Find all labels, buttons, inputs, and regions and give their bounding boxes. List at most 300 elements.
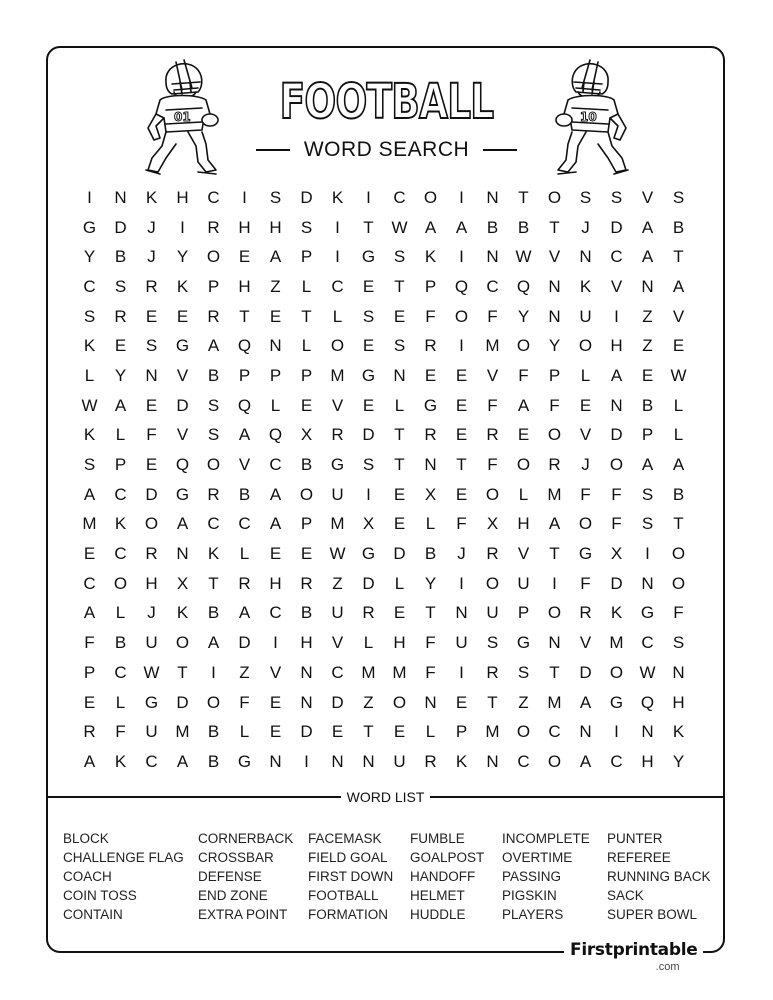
grid-cell: E bbox=[269, 722, 282, 742]
grid-cell: K bbox=[610, 603, 623, 623]
grid-cell: K bbox=[424, 247, 437, 267]
grid-cell: D bbox=[176, 395, 189, 415]
grid-cell: A bbox=[579, 692, 592, 712]
grid-cell: B bbox=[238, 484, 251, 504]
grid-cell: I bbox=[614, 306, 619, 326]
grid-cell: J bbox=[581, 455, 590, 475]
grid-cell: W bbox=[391, 217, 408, 237]
grid-cell: T bbox=[394, 276, 405, 296]
grid-cell: I bbox=[366, 187, 371, 207]
grid-cell: G bbox=[175, 336, 190, 356]
word-list-column bbox=[63, 829, 184, 924]
grid-cell: D bbox=[362, 573, 375, 593]
grid-cell: P bbox=[300, 514, 313, 534]
grid-cell: N bbox=[331, 751, 344, 771]
grid-cell: W bbox=[81, 395, 98, 415]
grid-cell: S bbox=[83, 455, 96, 475]
grid-cell: G bbox=[330, 455, 345, 475]
grid-cell: O bbox=[516, 336, 531, 356]
grid-cell: H bbox=[238, 276, 251, 296]
grid-cell: A bbox=[238, 425, 251, 445]
grid-cell: E bbox=[455, 484, 468, 504]
grid-cell: E bbox=[393, 603, 406, 623]
grid-cell: S bbox=[610, 187, 623, 207]
word-item: CONTAIN bbox=[63, 907, 123, 922]
grid-cell: T bbox=[363, 217, 374, 237]
grid-cell: T bbox=[394, 425, 405, 445]
grid-cell: N bbox=[145, 365, 158, 385]
grid-cell: C bbox=[548, 722, 561, 742]
grid-cell: B bbox=[486, 217, 499, 237]
grid-cell: O bbox=[547, 751, 562, 771]
word-item: INCOMPLETE bbox=[502, 831, 590, 846]
grid-cell: B bbox=[672, 484, 685, 504]
grid-cell: F bbox=[115, 722, 126, 742]
grid-cell: S bbox=[145, 336, 158, 356]
grid-cell: A bbox=[641, 217, 654, 237]
grid-cell: L bbox=[115, 603, 126, 623]
grid-cell: E bbox=[269, 544, 282, 564]
grid-cell: N bbox=[579, 722, 592, 742]
grid-cell: S bbox=[486, 633, 499, 653]
word-item: PASSING bbox=[502, 869, 562, 884]
grid-cell: N bbox=[486, 187, 499, 207]
grid-cell: M bbox=[547, 484, 562, 504]
grid-cell: T bbox=[425, 603, 436, 623]
grid-cell: Y bbox=[548, 336, 561, 356]
grid-cell: R bbox=[424, 425, 437, 445]
grid-cell: E bbox=[176, 306, 189, 326]
grid-cell: T bbox=[549, 544, 560, 564]
grid-cell: E bbox=[362, 395, 375, 415]
grid-cell: T bbox=[673, 247, 684, 267]
grid-cell: E bbox=[393, 514, 406, 534]
grid-cell: C bbox=[207, 187, 220, 207]
grid-cell: A bbox=[269, 484, 282, 504]
word-list-column bbox=[502, 829, 590, 924]
grid-cell: G bbox=[237, 751, 252, 771]
word-item: END ZONE bbox=[198, 888, 268, 903]
grid-cell: T bbox=[208, 573, 219, 593]
grid-cell: M bbox=[330, 514, 345, 534]
grid-cell: X bbox=[300, 425, 313, 445]
grid-cell: C bbox=[269, 603, 282, 623]
grid-cell: V bbox=[176, 365, 189, 385]
grid-cell: T bbox=[177, 662, 188, 682]
grid-cell: P bbox=[424, 276, 437, 296]
grid-cell: M bbox=[175, 722, 190, 742]
grid-cell: W bbox=[143, 662, 160, 682]
grid-cell: V bbox=[331, 395, 344, 415]
grid-cell: T bbox=[301, 306, 312, 326]
grid-cell: H bbox=[393, 633, 406, 653]
grid-cell: I bbox=[459, 573, 464, 593]
grid-cell: L bbox=[301, 336, 312, 356]
grid-cell: E bbox=[83, 544, 96, 564]
divider-right bbox=[430, 796, 725, 798]
grid-cell: N bbox=[610, 395, 623, 415]
grid-cell: O bbox=[423, 187, 438, 207]
grid-cell: T bbox=[549, 217, 560, 237]
grid-cell: B bbox=[114, 247, 127, 267]
grid-cell: W bbox=[515, 247, 532, 267]
word-item: FIRST DOWN bbox=[308, 869, 394, 884]
grid-cell: D bbox=[393, 544, 406, 564]
grid-cell: A bbox=[269, 247, 282, 267]
grid-cell: A bbox=[114, 395, 127, 415]
grid-cell: N bbox=[362, 751, 375, 771]
grid-cell: A bbox=[176, 514, 189, 534]
grid-cell: O bbox=[206, 247, 221, 267]
grid-cell: J bbox=[147, 247, 156, 267]
grid-cell: X bbox=[424, 484, 437, 504]
grid-cell: F bbox=[425, 662, 436, 682]
grid-cell: B bbox=[672, 217, 685, 237]
grid-cell: Q bbox=[237, 336, 252, 356]
grid-cell: V bbox=[269, 662, 282, 682]
grid-cell: B bbox=[207, 603, 220, 623]
grid-cell: F bbox=[487, 455, 498, 475]
grid-cell: O bbox=[206, 455, 221, 475]
grid-cell: C bbox=[331, 662, 344, 682]
grid-cell: M bbox=[82, 514, 97, 534]
grid-cell: E bbox=[362, 336, 375, 356]
grid-cell: F bbox=[611, 514, 622, 534]
word-item: FACEMASK bbox=[308, 831, 382, 846]
grid-cell: C bbox=[269, 455, 282, 475]
subtitle-dash-right bbox=[483, 149, 517, 151]
grid-cell: F bbox=[425, 633, 436, 653]
grid-cell: N bbox=[424, 692, 437, 712]
grid-cell: L bbox=[425, 722, 436, 742]
grid-cell: B bbox=[300, 603, 313, 623]
grid-cell: O bbox=[175, 633, 190, 653]
grid-cell: L bbox=[425, 514, 436, 534]
grid-cell: V bbox=[517, 544, 530, 564]
page-title: FOOTBALL bbox=[279, 74, 494, 130]
grid-cell: T bbox=[518, 187, 529, 207]
word-item: OVERTIME bbox=[502, 850, 573, 865]
grid-cell: K bbox=[83, 425, 96, 445]
grid-cell: U bbox=[455, 633, 468, 653]
grid-cell: F bbox=[456, 514, 467, 534]
grid-cell: O bbox=[113, 573, 128, 593]
page-subtitle: WORD SEARCH bbox=[303, 138, 470, 161]
word-item: FORMATION bbox=[308, 907, 388, 922]
grid-cell: S bbox=[83, 306, 96, 326]
grid-cell: K bbox=[672, 722, 685, 742]
grid-cell: E bbox=[393, 484, 406, 504]
word-list-header bbox=[46, 789, 725, 805]
grid-cell: V bbox=[548, 247, 561, 267]
grid-cell: P bbox=[114, 455, 127, 475]
grid-cell: K bbox=[114, 751, 127, 771]
grid-cell: A bbox=[424, 217, 437, 237]
grid-cell: Q bbox=[640, 692, 655, 712]
word-list-label: WORD LIST bbox=[346, 789, 425, 805]
grid-cell: N bbox=[424, 455, 437, 475]
grid-cell: L bbox=[394, 573, 405, 593]
grid-cell: V bbox=[331, 633, 344, 653]
grid-cell: O bbox=[609, 455, 624, 475]
grid-cell: C bbox=[610, 247, 623, 267]
grid-cell: Z bbox=[363, 692, 374, 712]
grid-cell: M bbox=[485, 336, 500, 356]
grid-cell: W bbox=[639, 662, 656, 682]
grid-cell: A bbox=[579, 751, 592, 771]
grid-cell: N bbox=[579, 247, 592, 267]
word-item: CHALLENGE FLAG bbox=[63, 850, 184, 865]
grid-cell: F bbox=[487, 395, 498, 415]
grid-cell: T bbox=[549, 662, 560, 682]
grid-cell: Y bbox=[176, 247, 189, 267]
word-item: FOOTBALL bbox=[308, 888, 379, 903]
grid-cell: I bbox=[335, 217, 340, 237]
grid-cell: N bbox=[176, 544, 189, 564]
word-item: SUPER BOWL bbox=[607, 907, 698, 922]
grid-cell: I bbox=[645, 544, 650, 564]
grid-cell: H bbox=[517, 514, 530, 534]
grid-cell: Z bbox=[642, 306, 653, 326]
grid-cell: D bbox=[610, 217, 623, 237]
grid-cell: L bbox=[363, 633, 374, 653]
grid-cell: R bbox=[207, 306, 220, 326]
grid-cell: O bbox=[671, 573, 686, 593]
grid-cell: C bbox=[114, 544, 127, 564]
grid-cell: N bbox=[641, 722, 654, 742]
grid-cell: E bbox=[114, 336, 127, 356]
grid-cell: R bbox=[83, 722, 96, 742]
grid-cell: S bbox=[207, 425, 220, 445]
grid-cell: E bbox=[517, 425, 530, 445]
grid-cell: H bbox=[269, 573, 282, 593]
grid-cell: T bbox=[363, 722, 374, 742]
grid-cell: L bbox=[301, 276, 312, 296]
grid-cell: D bbox=[114, 217, 127, 237]
grid-cell: N bbox=[269, 751, 282, 771]
grid-cell: R bbox=[424, 336, 437, 356]
word-list-column bbox=[607, 829, 711, 924]
grid-cell: O bbox=[578, 336, 593, 356]
grid-cell: C bbox=[393, 187, 406, 207]
grid-cell: N bbox=[300, 662, 313, 682]
grid-cell: V bbox=[672, 306, 685, 326]
grid-cell: M bbox=[392, 662, 407, 682]
grid-cell: U bbox=[145, 633, 158, 653]
grid-cell: C bbox=[331, 276, 344, 296]
grid-cell: N bbox=[548, 306, 561, 326]
grid-cell: U bbox=[331, 484, 344, 504]
grid-cell: C bbox=[83, 276, 96, 296]
grid-cell: O bbox=[547, 603, 562, 623]
grid-cell: M bbox=[609, 633, 624, 653]
grid-cell: S bbox=[207, 395, 220, 415]
grid-cell: D bbox=[362, 425, 375, 445]
grid-cell: O bbox=[609, 662, 624, 682]
word-item: CORNERBACK bbox=[198, 831, 294, 846]
grid-cell: G bbox=[361, 247, 376, 267]
grid-cell: U bbox=[331, 603, 344, 623]
grid-cell: C bbox=[207, 514, 220, 534]
grid-cell: Q bbox=[175, 455, 190, 475]
grid-cell: O bbox=[206, 692, 221, 712]
grid-cell: O bbox=[485, 573, 500, 593]
grid-cell: S bbox=[362, 455, 375, 475]
grid-cell: M bbox=[361, 662, 376, 682]
grid-cell: R bbox=[145, 276, 158, 296]
grid-cell: N bbox=[641, 276, 654, 296]
grid-cell: O bbox=[516, 722, 531, 742]
grid-cell: H bbox=[641, 751, 654, 771]
word-item: COIN TOSS bbox=[63, 888, 137, 903]
word-item: BLOCK bbox=[63, 831, 109, 846]
grid-cell: D bbox=[610, 573, 623, 593]
grid-cell: D bbox=[300, 187, 313, 207]
word-item: FIELD GOAL bbox=[308, 850, 388, 865]
grid-cell: H bbox=[269, 217, 282, 237]
grid-cell: R bbox=[207, 217, 220, 237]
grid-cell: R bbox=[424, 751, 437, 771]
grid-cell: C bbox=[145, 751, 158, 771]
grid-cell: D bbox=[331, 692, 344, 712]
grid-cell: F bbox=[487, 306, 498, 326]
grid-cell: D bbox=[145, 484, 158, 504]
grid-cell: L bbox=[580, 365, 591, 385]
grid-cell: H bbox=[238, 217, 251, 237]
grid-cell: Q bbox=[237, 395, 252, 415]
grid-cell: R bbox=[486, 425, 499, 445]
grid-cell: F bbox=[611, 484, 622, 504]
word-item: COACH bbox=[63, 869, 112, 884]
grid-cell: Q bbox=[268, 425, 283, 445]
grid-cell: R bbox=[207, 484, 220, 504]
grid-cell: C bbox=[114, 484, 127, 504]
word-item: DEFENSE bbox=[198, 869, 262, 884]
grid-cell: F bbox=[673, 603, 684, 623]
grid-cell: V bbox=[579, 633, 592, 653]
grid-cell: K bbox=[176, 276, 189, 296]
grid-cell: K bbox=[455, 751, 468, 771]
grid-cell: S bbox=[517, 662, 530, 682]
grid-cell: E bbox=[145, 306, 158, 326]
grid-cell: E bbox=[455, 692, 468, 712]
grid-cell: S bbox=[114, 276, 127, 296]
word-item: HELMET bbox=[410, 888, 465, 903]
grid-cell: S bbox=[300, 217, 313, 237]
grid-cell: E bbox=[83, 692, 96, 712]
word-item: RUNNING BACK bbox=[607, 869, 711, 884]
grid-cell: T bbox=[487, 692, 498, 712]
grid-cell: K bbox=[331, 187, 344, 207]
grid-cell: H bbox=[610, 336, 623, 356]
word-item: HUDDLE bbox=[410, 907, 466, 922]
grid-cell: E bbox=[238, 247, 251, 267]
grid-cell: C bbox=[238, 514, 251, 534]
grid-cell: G bbox=[640, 603, 655, 623]
grid-cell: N bbox=[548, 276, 561, 296]
grid-cell: N bbox=[393, 365, 406, 385]
grid-cell: I bbox=[459, 662, 464, 682]
grid-cell: A bbox=[207, 633, 220, 653]
grid-cell: A bbox=[672, 276, 685, 296]
grid-cell: E bbox=[455, 395, 468, 415]
grid-cell: G bbox=[361, 544, 376, 564]
grid-cell: G bbox=[82, 217, 97, 237]
grid-cell: N bbox=[455, 603, 468, 623]
grid-cell: J bbox=[457, 544, 466, 564]
grid-cell: C bbox=[610, 751, 623, 771]
brand-logo bbox=[564, 940, 703, 973]
svg-text:01: 01 bbox=[174, 110, 191, 124]
grid-cell: X bbox=[362, 514, 375, 534]
grid-cell: A bbox=[238, 603, 251, 623]
grid-cell: V bbox=[486, 365, 499, 385]
word-list-column bbox=[198, 829, 293, 924]
grid-cell: E bbox=[269, 692, 282, 712]
grid-cell: N bbox=[672, 662, 685, 682]
grid-cell: B bbox=[207, 722, 220, 742]
grid-cell: G bbox=[144, 692, 159, 712]
grid-cell: M bbox=[547, 692, 562, 712]
grid-cell: K bbox=[145, 187, 158, 207]
grid-cell: A bbox=[207, 336, 220, 356]
grid-cell: L bbox=[239, 544, 250, 564]
grid-cell: B bbox=[207, 751, 220, 771]
grid-cell: H bbox=[672, 692, 685, 712]
grid-cell: I bbox=[242, 187, 247, 207]
grid-cell: J bbox=[147, 603, 156, 623]
grid-cell: L bbox=[673, 395, 684, 415]
grid-cell: P bbox=[641, 425, 654, 445]
grid-cell: S bbox=[393, 336, 406, 356]
svg-text:10: 10 bbox=[580, 110, 597, 124]
grid-cell: O bbox=[547, 187, 562, 207]
word-item: EXTRA POINT bbox=[198, 907, 288, 922]
grid-cell: O bbox=[454, 306, 469, 326]
grid-cell: O bbox=[485, 484, 500, 504]
grid-cell: I bbox=[335, 247, 340, 267]
grid-cell: I bbox=[552, 573, 557, 593]
grid-cell: P bbox=[269, 365, 282, 385]
grid-cell: P bbox=[300, 365, 313, 385]
word-item: HANDOFF bbox=[410, 869, 476, 884]
grid-cell: E bbox=[300, 395, 313, 415]
grid-cell: N bbox=[486, 247, 499, 267]
grid-cell: D bbox=[579, 662, 592, 682]
grid-cell: L bbox=[394, 395, 405, 415]
grid-cell: K bbox=[207, 544, 220, 564]
grid-cell: E bbox=[269, 306, 282, 326]
grid-cell: O bbox=[330, 336, 345, 356]
grid-cell: W bbox=[329, 544, 346, 564]
letter-grid bbox=[74, 183, 694, 777]
grid-cell: Y bbox=[83, 247, 96, 267]
grid-cell: X bbox=[610, 544, 623, 564]
grid-cell: R bbox=[486, 662, 499, 682]
grid-cell: K bbox=[83, 336, 96, 356]
grid-cell: G bbox=[578, 544, 593, 564]
grid-cell: A bbox=[176, 751, 189, 771]
grid-cell: O bbox=[578, 514, 593, 534]
grid-cell: N bbox=[486, 751, 499, 771]
grid-cell: H bbox=[145, 573, 158, 593]
grid-cell: A bbox=[548, 514, 561, 534]
grid-cell: A bbox=[269, 514, 282, 534]
grid-cell: T bbox=[456, 455, 467, 475]
grid-cell: A bbox=[641, 455, 654, 475]
word-item: PIGSKIN bbox=[502, 888, 557, 903]
grid-cell: A bbox=[641, 247, 654, 267]
